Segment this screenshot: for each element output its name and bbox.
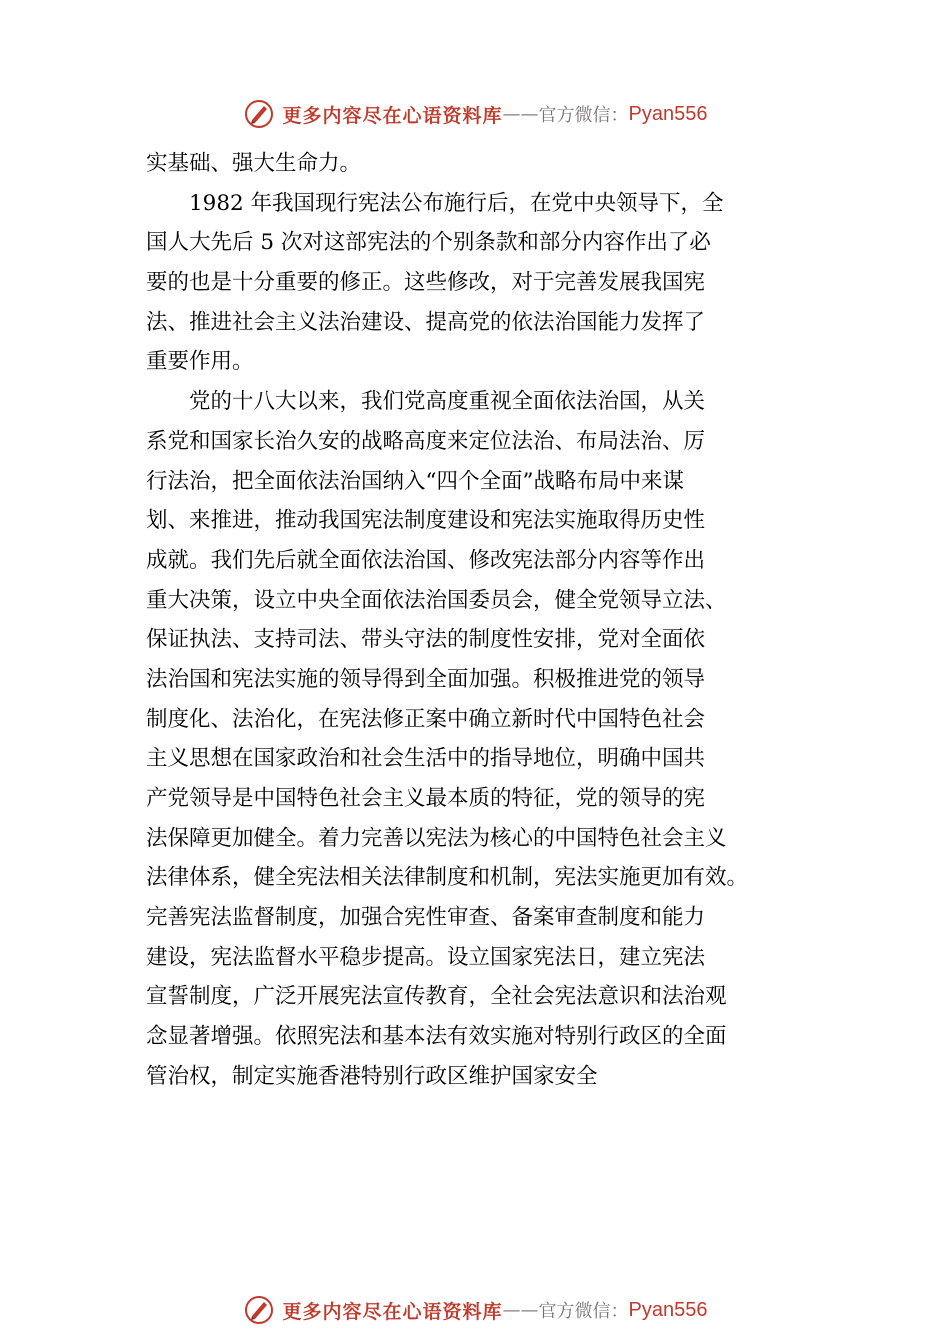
text-line: 保证执法、支持司法、带头守法的制度性安排，党对全面依 xyxy=(146,627,706,653)
wechat-label: 官方微信： xyxy=(538,105,629,126)
separator: —— xyxy=(502,1299,539,1321)
text-line: 法治国和宪法实施的领导得到全面加强。积极推进党的领导 xyxy=(146,666,706,692)
wechat-label: 官方微信： xyxy=(538,1301,629,1322)
text-line: 管治权，制定实施香港特别行政区维护国家安全 xyxy=(146,1063,598,1089)
text-line: 宣誓制度，广泛开展宪法宣传教育，全社会宪法意识和法治观 xyxy=(146,984,727,1010)
text-line: 制度化、法治化，在宪法修正案中确立新时代中国特色社会 xyxy=(146,706,706,732)
document-body xyxy=(146,144,826,1097)
text-line: 系党和国家长治久安的战略高度来定位法治、布局法治、厉 xyxy=(146,428,706,454)
text-line: 党的十八大以来，我们党高度重视全面依法治国，从关 xyxy=(146,389,706,415)
header-banner[interactable] xyxy=(0,94,950,134)
text-line: 重大决策，设立中央全面依法治国委员会，健全党领导立法、 xyxy=(146,587,727,613)
brand-text: 更多内容尽在心语资料库 xyxy=(282,104,503,127)
pen-logo-icon xyxy=(243,1294,275,1326)
text-line: 国人大先后 5 次对这部宪法的个别条款和部分内容作出了必 xyxy=(146,230,711,256)
text-line: 完善宪法监督制度，加强合宪性审查、备案审查制度和能力 xyxy=(146,905,706,931)
text-line: 建设，宪法监督水平稳步提高。设立国家宪法日，建立宪法 xyxy=(146,944,706,970)
text-line: 划、来推进，推动我国宪法制度建设和宪法实施取得历史性 xyxy=(146,508,706,534)
text-line: 法律体系，健全宪法相关法律制度和机制，宪法实施更加有效。 xyxy=(146,865,749,891)
text-line: 产党领导是中国特色社会主义最本质的特征，党的领导的宪 xyxy=(146,786,706,811)
text-line: 念显著增强。依照宪法和基本法有效实施对特别行政区的全面 xyxy=(146,1024,727,1050)
wechat-id: Pyan556 xyxy=(628,1298,708,1321)
text-line: 1982 年我国现行宪法公布施行后，在党中央领导下，全 xyxy=(146,190,724,216)
text-line: 法、推进社会主义法治建设、提高党的依法治国能力发挥了 xyxy=(146,309,706,335)
text-line: 成就。我们先后就全面依法治国、修改宪法部分内容等作出 xyxy=(146,547,706,573)
brand-text: 更多内容尽在心语资料库 xyxy=(282,1300,503,1323)
pen-logo-icon xyxy=(243,98,275,130)
text-line: 主义思想在国家政治和社会生活中的指导地位，明确中国共 xyxy=(146,746,706,772)
text-line: 法保障更加健全。着力完善以宪法为核心的中国特色社会主义 xyxy=(146,825,727,851)
separator: —— xyxy=(502,103,539,125)
wechat-id: Pyan556 xyxy=(628,102,708,125)
footer-banner[interactable] xyxy=(0,1290,950,1330)
text-line: 要的也是十分重要的修正。这些修改，对于完善发展我国宪 xyxy=(146,270,706,296)
text-line: 行法治，把全面依法治国纳入“四个全面”战略布局中来谋 xyxy=(146,468,684,494)
text-line: 重要作用。 xyxy=(146,349,254,375)
text-line: 实基础、强大生命力。 xyxy=(146,151,362,176)
